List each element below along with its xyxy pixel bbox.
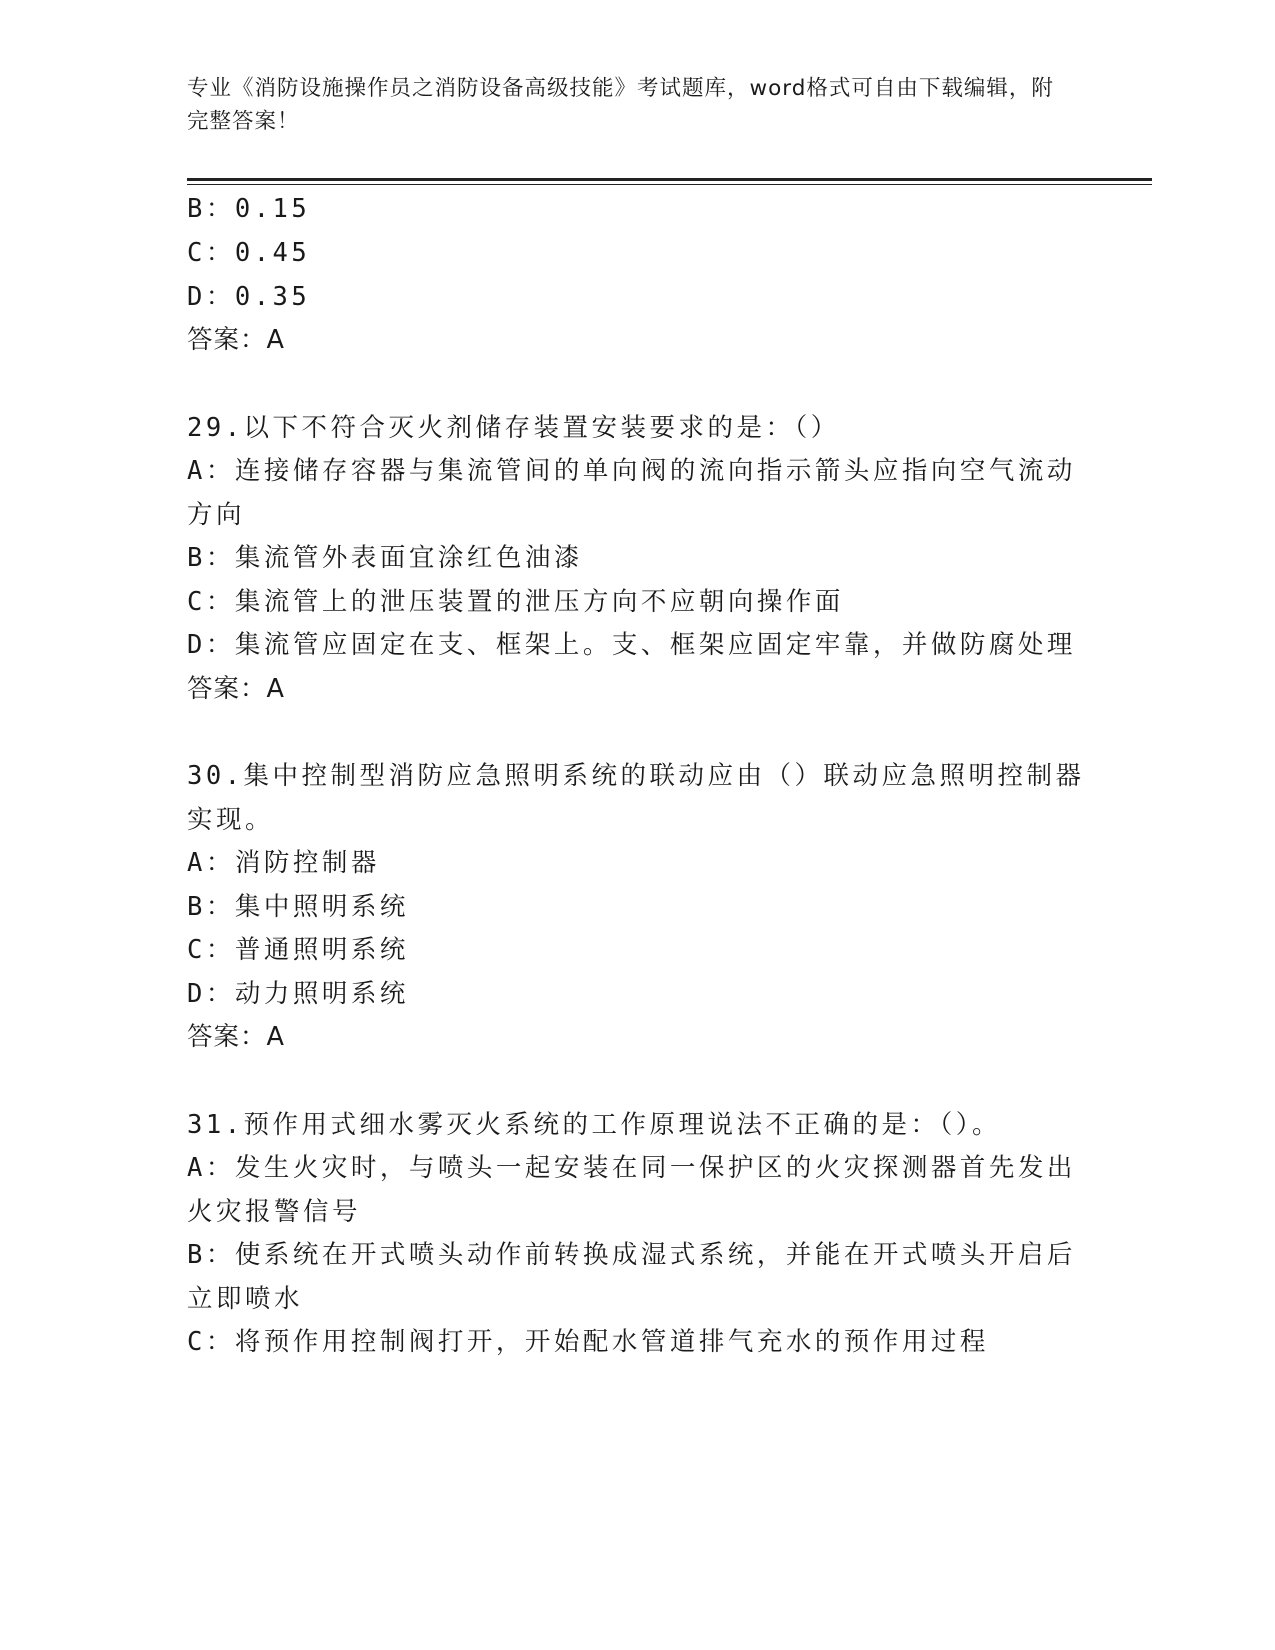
q31-stem: 31.预作用式细水雾灭火系统的工作原理说法不正确的是：（）。 [187,1110,1002,1140]
q30-option-a: A：消防控制器 [187,848,380,878]
q30-stem-line2: 实现。 [187,805,275,835]
q29-option-c: C：集流管上的泄压装置的泄压方向不应朝向操作面 [187,587,844,617]
q30-option-b: B：集中照明系统 [187,892,409,922]
header-rule-thin [187,184,1152,185]
q30-answer: 答案：A [187,1022,285,1052]
q31-option-b-line1: B：使系统在开式喷头动作前转换成湿式系统，并能在开式喷头开启后 [187,1240,1076,1270]
q30-option-c: C：普通照明系统 [187,935,409,965]
q30-option-d: D：动力照明系统 [187,979,409,1009]
q30-stem-line1: 30.集中控制型消防应急照明系统的联动应由（）联动应急照明控制器 [187,761,1085,791]
prev-option-c: C：0.45 [187,238,311,268]
q29-answer: 答案：A [187,674,285,704]
page-header: 专业《消防设施操作员之消防设备高级技能》考试题库，word格式可自由下载编辑，附完整答案！ [187,76,1054,134]
prev-answer: 答案：A [187,325,285,355]
q31-option-a-line1: A：发生火灾时，与喷头一起安装在同一保护区的火灾探测器首先发出 [187,1153,1076,1183]
prev-option-b: B：0.15 [187,194,311,224]
prev-option-d: D：0.35 [187,282,311,312]
q31-option-a-line2: 火灾报警信号 [187,1197,362,1227]
q29-option-a-line2: 方向 [187,500,246,530]
q31-option-c: C：将预作用控制阀打开，开始配水管道排气充水的预作用过程 [187,1327,989,1357]
q29-option-a-line1: A：连接储存容器与集流管间的单向阀的流向指示箭头应指向空气流动 [187,456,1076,486]
q29-option-d: D：集流管应固定在支、框架上。支、框架应固定牢靠，并做防腐处理 [187,630,1076,660]
q31-option-b-line2: 立即喷水 [187,1284,304,1314]
header-rule-thick [187,178,1152,181]
q29-stem: 29.以下不符合灭火剂储存装置安装要求的是：（） [187,413,840,443]
q29-option-b: B：集流管外表面宜涂红色油漆 [187,543,583,573]
